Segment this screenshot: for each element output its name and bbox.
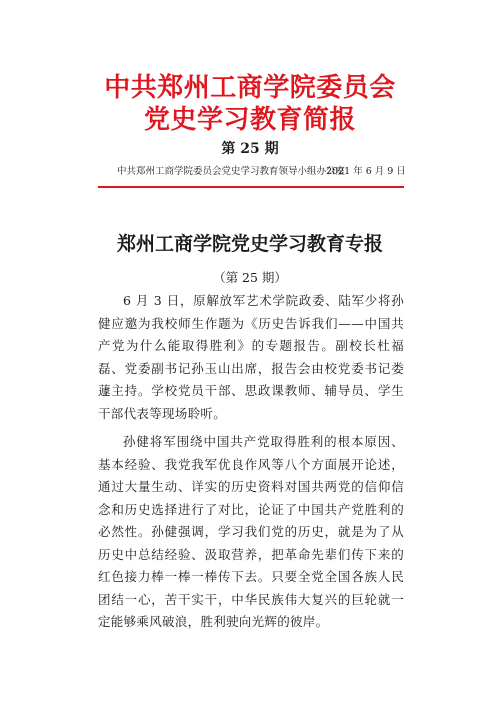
red-divider [98, 186, 404, 188]
paragraph: 6 月 3 日，原解放军艺术学院政委、陆军少将孙健应邀为我校师生作题为《历史告诉我们——中国共产党为什么能取得胜利》的专题报告。副校长杜福磊、党委副书记孙玉山出席，报告会由校党委书记娄蘧主持。学校党员干部、思政课教师、辅导员、学生干部代表等现场聆听。 [98, 293, 404, 421]
paragraph: 孙健将军围绕中国共产党取得胜利的根本原因、基本经验、我党我军优良作风等八个方面展开论述，通过大量生动、详实的历史资料对国共两党的信仰信念和历史选择进行了对比，论证了中国共产党胜利的必然性。孙健强调，学习我们党的历史，就是为了从历史中总结经验、汲取营养，把革命先辈们传下来的红色接力棒一棒一棒传下去。只要全党全国各族人民团结一心，苦干实干，中华民族伟大复兴的巨轮就一定能够乘风破浪，胜利驶向光辉的彼岸。 [98, 434, 404, 629]
article-issue: （第 25 期） [213, 270, 287, 285]
issue-number: 第 25 期 [221, 141, 279, 157]
article-body [98, 290, 404, 634]
committee-name: 中共郑州工商学院委员会 [104, 73, 396, 103]
bulletin-name: 党史学习教育简报 [143, 105, 356, 135]
issuing-office: 中共郑州工商学院委员会党史学习教育领导小组办公室 [117, 166, 346, 177]
issue-date: 2021 年 6 月 9 日 [326, 166, 406, 177]
masthead [0, 72, 500, 136]
article-title: 郑州工商学院党史学习教育专报 [116, 233, 383, 255]
